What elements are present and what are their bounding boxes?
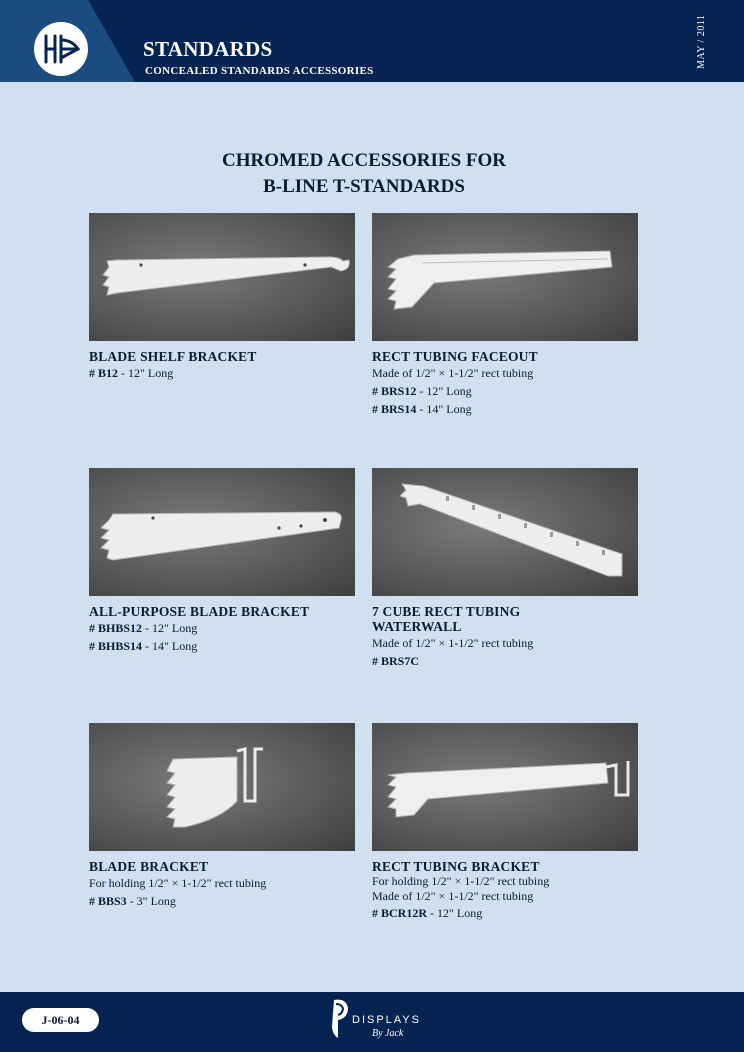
product-description: Made of 1/2" × 1-1/2" rect tubing: [372, 636, 534, 650]
product-name: BLADE SHELF BRACKET: [89, 349, 257, 364]
product-photo-blade-shelf-bracket: [89, 213, 355, 341]
product-photo-rect-tubing-faceout: [372, 213, 638, 341]
product-photo-rect-tubing-bracket: [372, 723, 638, 851]
product-blade-shelf-bracket: [89, 349, 359, 382]
sku-code: # BRS12: [372, 384, 417, 398]
sku-length: - 14" Long: [416, 402, 472, 416]
sku-code: # BBS3: [89, 894, 127, 908]
page-number: J-06-04: [22, 1008, 99, 1032]
product-name: ALL-PURPOSE BLADE BRACKET: [89, 604, 310, 619]
issue-date: MAY / 2011: [696, 14, 707, 70]
page-title: [0, 148, 728, 200]
page-title-line-1: CHROMED ACCESSORIES FOR: [222, 150, 506, 171]
product-name: BLADE BRACKET: [89, 859, 209, 874]
product-all-purpose-blade-bracket: [89, 604, 359, 655]
footer-logo-by: By Jack: [372, 1028, 404, 1039]
sku-code: # BRS14: [372, 402, 417, 416]
product-name-line-1: 7 CUBE RECT TUBING: [372, 604, 521, 619]
product-sku-line: [372, 904, 642, 922]
sku-code: # BHBS14: [89, 639, 143, 653]
sku-code: # BRS7C: [372, 654, 420, 668]
product-rect-tubing-bracket: [372, 859, 642, 922]
page-title-line-2: B-LINE T-STANDARDS: [263, 176, 465, 197]
section-title: STANDARDS: [143, 37, 273, 61]
section-subtitle: CONCEALED STANDARDS ACCESSORIES: [145, 65, 374, 77]
sku-length: - 12" Long: [416, 384, 472, 398]
product-sku-line: [372, 652, 642, 670]
product-sku-line: [372, 382, 642, 400]
sku-length: - 12" Long: [142, 621, 198, 635]
product-sku-line: [372, 400, 642, 418]
sku-code: # BCR12R: [372, 906, 428, 920]
product-photo-blade-bracket: [89, 723, 355, 851]
product-description-2: Made of 1/2" × 1-1/2" rect tubing: [372, 889, 534, 903]
product-blade-bracket: [89, 859, 359, 910]
hanger-logo-icon: [34, 22, 88, 76]
product-7-cube-rect-tubing-waterwall: [372, 604, 642, 670]
sku-length: - 3" Long: [126, 894, 176, 908]
product-sku-line: [89, 364, 359, 382]
product-sku-line: [89, 637, 359, 655]
sku-length: - 12" Long: [427, 906, 483, 920]
product-name: RECT TUBING BRACKET: [372, 859, 540, 874]
product-name-line-2: WATERWALL: [372, 619, 462, 634]
product-photo-all-purpose-blade-bracket: [89, 468, 355, 596]
footer-logo-text: DISPLAYS: [352, 1014, 421, 1026]
product-photo-7-cube-waterwall: [372, 468, 638, 596]
product-sku-line: [89, 892, 359, 910]
product-sku-line: [89, 619, 359, 637]
sku-length: - 12" Long: [118, 366, 174, 380]
sku-length: - 14" Long: [142, 639, 198, 653]
product-name: RECT TUBING FACEOUT: [372, 349, 538, 364]
product-rect-tubing-faceout: [372, 349, 642, 418]
sku-code: # BHBS12: [89, 621, 143, 635]
product-description: For holding 1/2" × 1-1/2" rect tubing: [372, 874, 550, 888]
product-description: Made of 1/2" × 1-1/2" rect tubing: [372, 366, 534, 380]
product-description: For holding 1/2" × 1-1/2" rect tubing: [89, 876, 267, 890]
sku-code: # B12: [89, 366, 119, 380]
